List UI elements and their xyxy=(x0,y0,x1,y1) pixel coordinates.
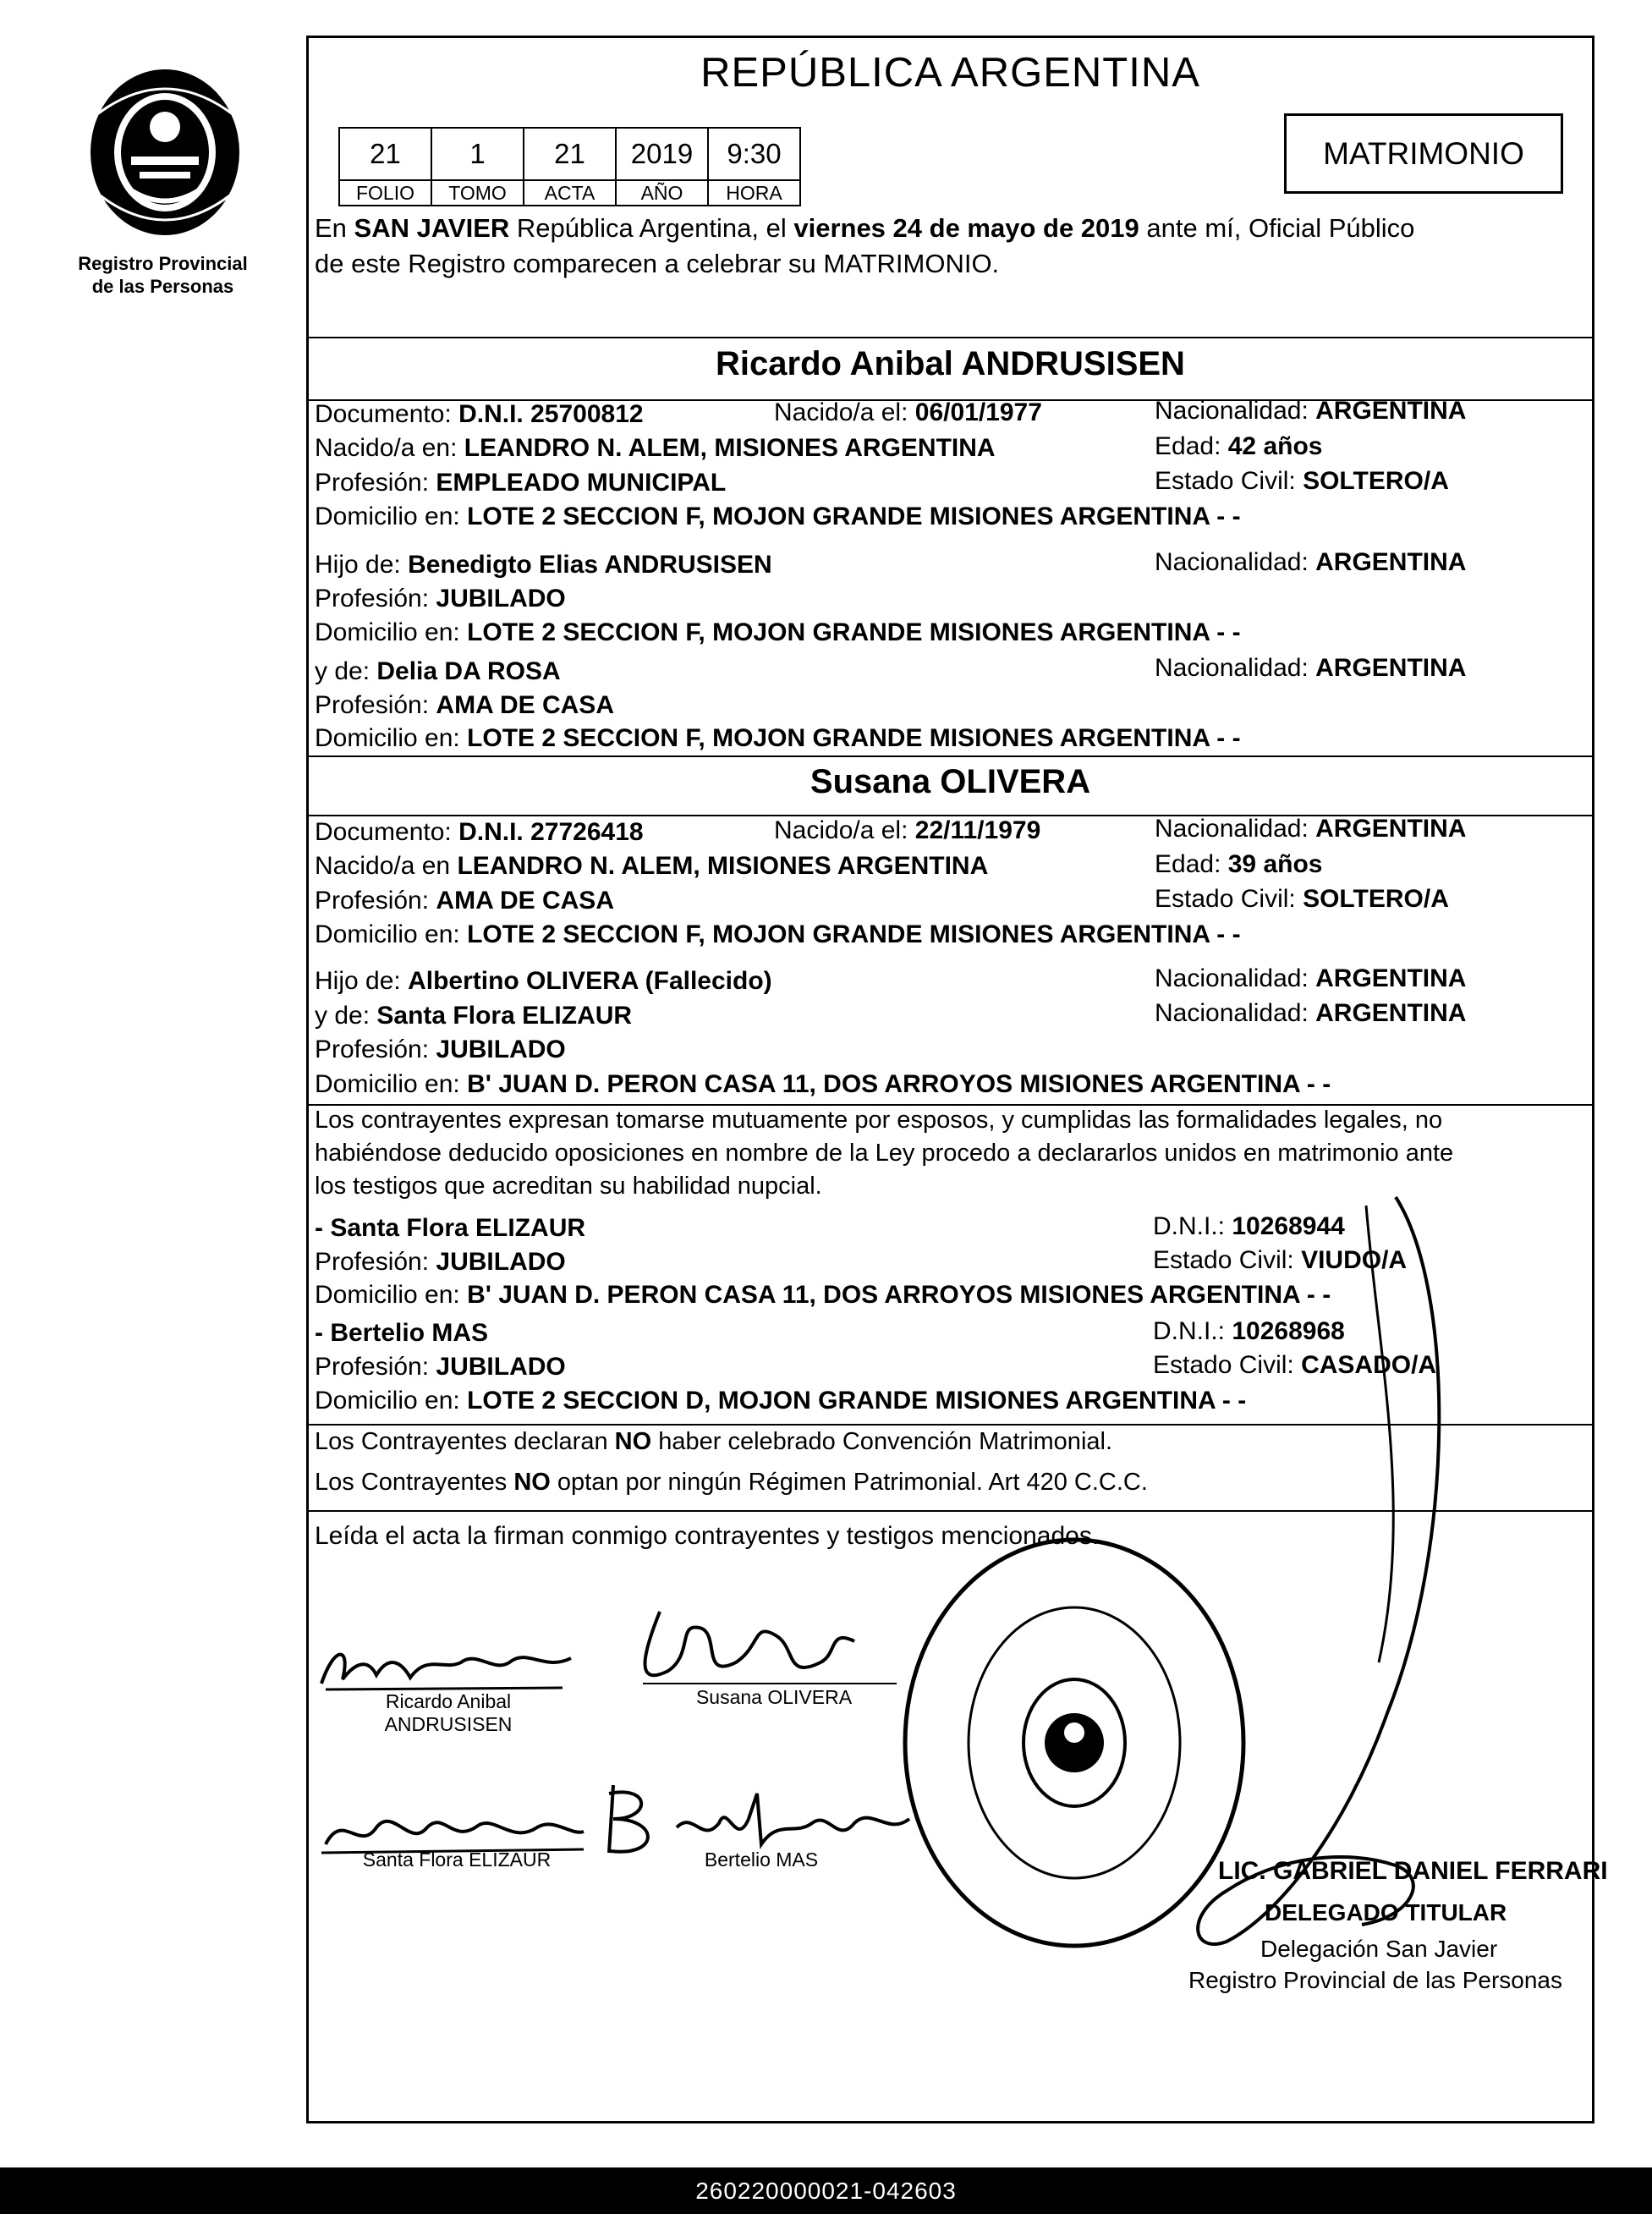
divider xyxy=(306,755,1594,757)
spouse1-place: Nacido/a en: LEANDRO N. ALEM, MISIONES ARGENTINA xyxy=(315,434,996,462)
province-crest-logo xyxy=(80,63,250,245)
spouse2-nat: Nacionalidad: ARGENTINA xyxy=(1155,815,1467,843)
spouse2-father: Hijo de: Albertino OLIVERA (Fallecido) xyxy=(315,967,772,995)
acta-label: ACTA xyxy=(524,180,616,206)
spouse1-prof: Profesión: EMPLEADO MUNICIPAL xyxy=(315,469,727,497)
witness2-name: - Bertelio MAS xyxy=(315,1319,489,1347)
spouse1-father-dom: Domicilio en: LOTE 2 SECCION F, MOJON GRANDE MISIONES ARGENTINA - - xyxy=(315,618,1241,646)
declaration-line-3: los testigos que acreditan su habilidad nupcial. xyxy=(315,1173,822,1200)
spouse1-father-prof: Profesión: JUBILADO xyxy=(315,585,566,613)
spouse2-doc: Documento: D.N.I. 27726418 xyxy=(315,818,644,846)
witness1-dom: Domicilio en: B' JUAN D. PERON CASA 11, DOS ARROYOS MISIONES ARGENTINA - - xyxy=(315,1281,1331,1309)
folio-table xyxy=(338,127,801,206)
declaration-line-2: habiéndose deducido oposiciones en nombre de la Ley procedo a declararlos unidos en matrimonio ante xyxy=(315,1140,1454,1167)
closing-statement: Leída el acta la firman conmigo contrayentes y testigos mencionados. xyxy=(315,1522,1100,1550)
signature-caption-ricardo: Ricardo Anibal ANDRUSISEN xyxy=(384,1690,513,1735)
spouse2-place: Nacido/a en LEANDRO N. ALEM, MISIONES ARGENTINA xyxy=(315,852,989,880)
witness2-civil: Estado Civil: CASADO/A xyxy=(1153,1351,1437,1379)
spouse2-age: Edad: 39 años xyxy=(1155,850,1323,878)
spouse1-father-nat: Nacionalidad: ARGENTINA xyxy=(1155,548,1467,576)
spouse1-father: Hijo de: Benedigto Elias ANDRUSISEN xyxy=(315,551,772,579)
spouse1-age: Edad: 42 años xyxy=(1155,432,1323,460)
spouse1-dom: Domicilio en: LOTE 2 SECCION F, MOJON GRANDE MISIONES ARGENTINA - - xyxy=(315,503,1241,530)
spouse2-born: Nacido/a el: 22/11/1979 xyxy=(774,816,1041,844)
witness1-prof: Profesión: JUBILADO xyxy=(315,1248,566,1276)
document-code-bar: 260220000021-042603 xyxy=(0,2167,1652,2214)
acta-value: 21 xyxy=(524,128,616,180)
witness1-name: - Santa Flora ELIZAUR xyxy=(315,1214,586,1242)
official-name: LIC. GABRIEL DANIEL FERRARI xyxy=(1218,1857,1608,1885)
logo-caption: Registro Provincial de las Personas xyxy=(78,253,248,297)
page-title: REPÚBLICA ARGENTINA xyxy=(700,50,1200,96)
spouse2-prof: Profesión: AMA DE CASA xyxy=(315,887,614,915)
spouse2-mother: y de: Santa Flora ELIZAUR xyxy=(315,1002,633,1030)
spouse2-mother-nat: Nacionalidad: ARGENTINA xyxy=(1155,999,1467,1027)
convention-line-2: Los Contrayentes NO optan por ningún Régimen Patrimonial. Art 420 C.C.C. xyxy=(315,1469,1148,1496)
witness2-prof: Profesión: JUBILADO xyxy=(315,1353,566,1381)
spouse2-dom: Domicilio en: LOTE 2 SECCION F, MOJON GRANDE MISIONES ARGENTINA - - xyxy=(315,920,1241,948)
spouse1-born: Nacido/a el: 06/01/1977 xyxy=(774,398,1042,426)
act-type-box: MATRIMONIO xyxy=(1284,113,1563,194)
official-title: DELEGADO TITULAR xyxy=(1265,1899,1507,1926)
witness1-dni: D.N.I.: 10268944 xyxy=(1153,1212,1345,1240)
hora-label: HORA xyxy=(708,180,800,206)
spouse2-father-nat: Nacionalidad: ARGENTINA xyxy=(1155,964,1467,992)
signature-caption-bertelio: Bertelio MAS xyxy=(704,1849,819,1871)
spouse1-mother: y de: Delia DA ROSA xyxy=(315,657,561,685)
signature-caption-susana: Susana OLIVERA xyxy=(695,1686,853,1708)
spouse1-nat: Nacionalidad: ARGENTINA xyxy=(1155,397,1467,425)
hora-value: 9:30 xyxy=(708,128,800,180)
convention-line-1: Los Contrayentes declaran NO haber celebrado Convención Matrimonial. xyxy=(315,1428,1113,1455)
spouse1-mother-dom: Domicilio en: LOTE 2 SECCION F, MOJON GRANDE MISIONES ARGENTINA - - xyxy=(315,724,1241,752)
intro-line-1: En SAN JAVIER República Argentina, el viernes 24 de mayo de 2019 ante mí, Oficial Público xyxy=(315,213,1415,243)
spouse2-name: Susana OLIVERA xyxy=(810,763,1091,800)
tomo-label: TOMO xyxy=(431,180,524,206)
anio-label: AÑO xyxy=(616,180,708,206)
witness2-dni: D.N.I.: 10268968 xyxy=(1153,1317,1345,1345)
spouse2-mother-dom: Domicilio en: B' JUAN D. PERON CASA 11, DOS ARROYOS MISIONES ARGENTINA - - xyxy=(315,1070,1331,1098)
spouse1-mother-prof: Profesión: AMA DE CASA xyxy=(315,691,614,719)
anio-value: 2019 xyxy=(616,128,708,180)
spouse1-mother-nat: Nacionalidad: ARGENTINA xyxy=(1155,654,1467,682)
official-org: Registro Provincial de las Personas xyxy=(1188,1967,1562,1993)
folio-label: FOLIO xyxy=(339,180,431,206)
tomo-value: 1 xyxy=(431,128,524,180)
folio-value: 21 xyxy=(339,128,431,180)
intro-line-2: de este Registro comparecen a celebrar su MATRIMONIO. xyxy=(315,249,1000,278)
spouse1-doc: Documento: D.N.I. 25700812 xyxy=(315,400,644,428)
divider xyxy=(306,337,1594,338)
signature-caption-santa-flora: Santa Flora ELIZAUR xyxy=(362,1849,552,1871)
spouse1-civil: Estado Civil: SOLTERO/A xyxy=(1155,467,1449,495)
spouse2-civil: Estado Civil: SOLTERO/A xyxy=(1155,885,1449,913)
official-office: Delegación San Javier xyxy=(1260,1936,1498,1962)
spouse1-name: Ricardo Anibal ANDRUSISEN xyxy=(716,345,1185,382)
declaration-line-1: Los contrayentes expresan tomarse mutuamente por esposos, y cumplidas las formalidades legales, no xyxy=(315,1107,1443,1134)
witness2-dom: Domicilio en: LOTE 2 SECCION D, MOJON GRANDE MISIONES ARGENTINA - - xyxy=(315,1387,1247,1415)
spouse2-mother-prof: Profesión: JUBILADO xyxy=(315,1036,566,1063)
witness1-civil: Estado Civil: VIUDO/A xyxy=(1153,1246,1408,1274)
